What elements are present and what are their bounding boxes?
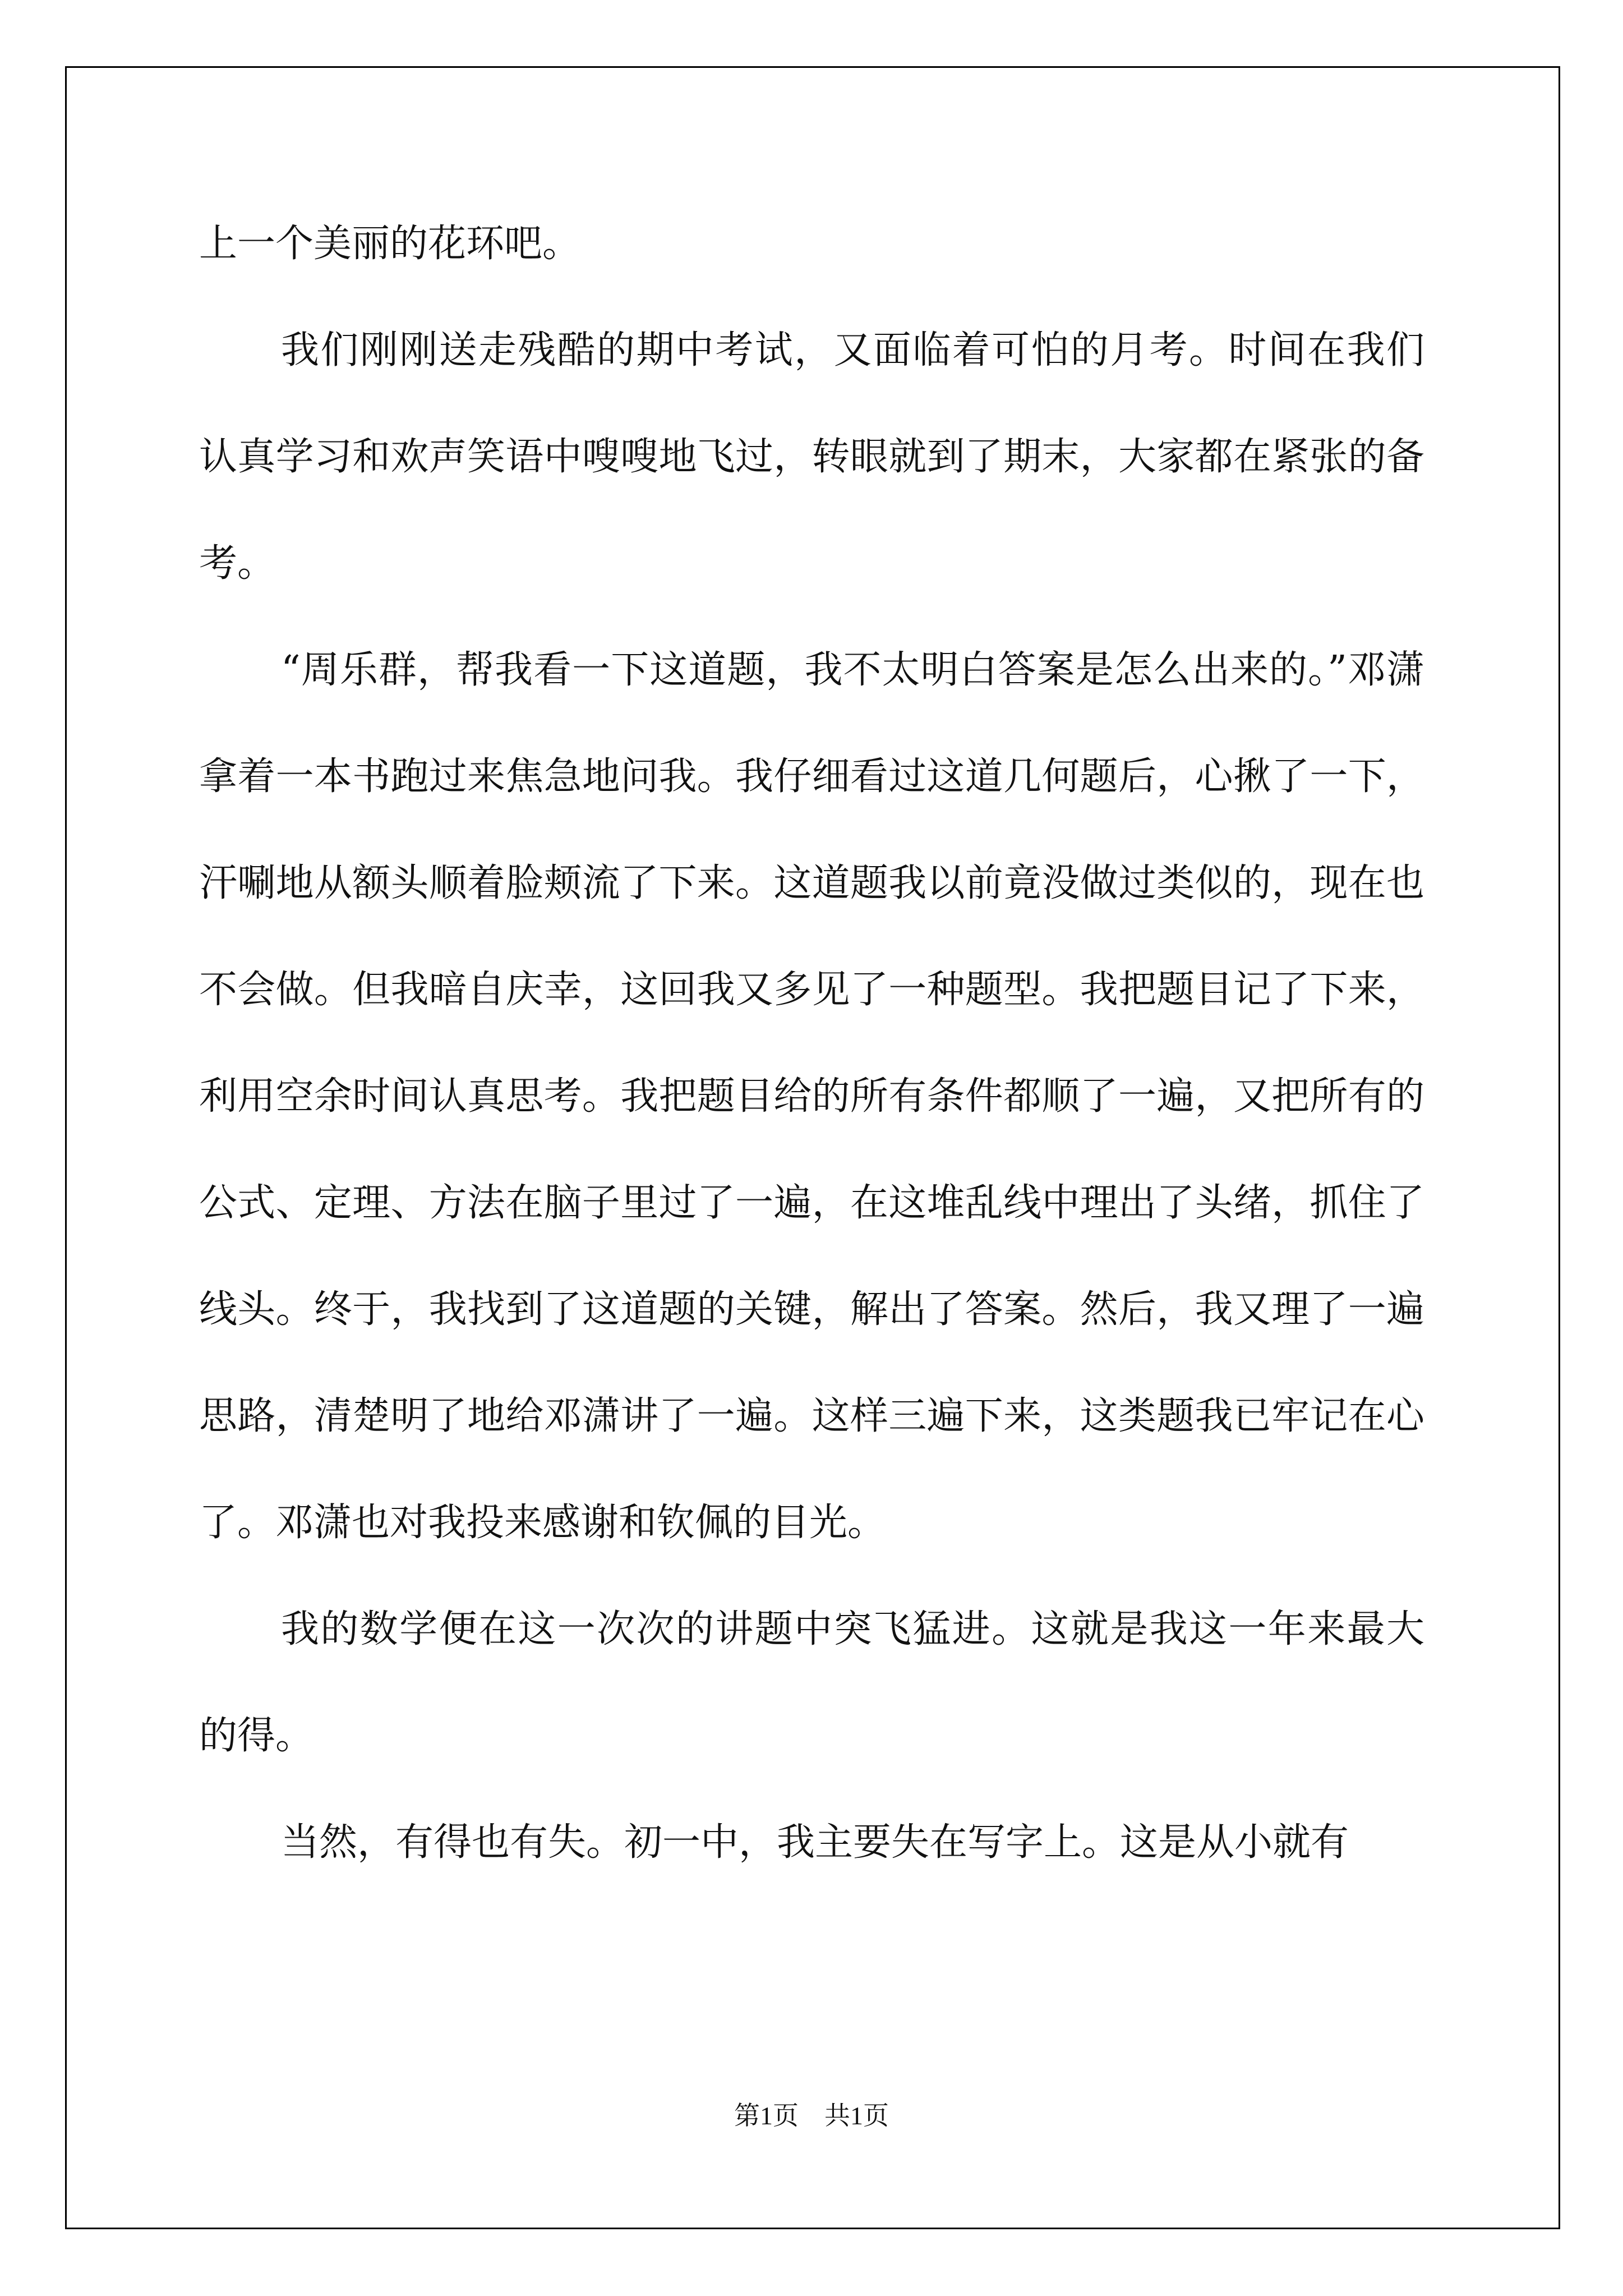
paragraph-1: 上一个美丽的花环吧。 bbox=[199, 222, 581, 266]
paragraph-5: 当然，有得也有失。初一中，我主要失在写字上。这是从小就有 bbox=[281, 1820, 1349, 1865]
paragraph-4: 我的数学便在这一次次的讲题中突飞猛进。这就是我这一年来最大的得。 bbox=[199, 1607, 1424, 1758]
document-body bbox=[199, 191, 1424, 1896]
page-footer: 第1页 共1页 bbox=[734, 2101, 889, 2130]
paragraph-2: 我们刚刚送走残酷的期中考试，又面临着可怕的月考。时间在我们认真学习和欢声笑语中嗖嗖地飞过，转眼就到了期末，大家都在紧张的备考。 bbox=[199, 328, 1424, 586]
paragraph-3: “周乐群，帮我看一下这道题，我不太明白答案是怎么出来的。”邓潇拿着一本书跑过来焦急地问我。我仔细看过这道几何题后，心揪了一下，汗唰地从额头顺着脸颊流了下来。这道题我以前竟没做过类似的，现在也不会做。但我暗自庆幸，这回我又多见了一种题型。我把题目记了下来，利用空余时间认真思考。我把题目给的所有条件都顺了一遍，又把所有的公式、定理、方法在脑子里过了一遍，在这堆乱线中理出了头绪，抓住了线头。终于，我找到了这道题的关键，解出了答案。然后，我又理了一遍思路，清楚明了地给邓潇讲了一遍。这样三遍下来，这类题我已牢记在心了。邓潇也对我投来感谢和钦佩的目光。 bbox=[199, 648, 1424, 1545]
